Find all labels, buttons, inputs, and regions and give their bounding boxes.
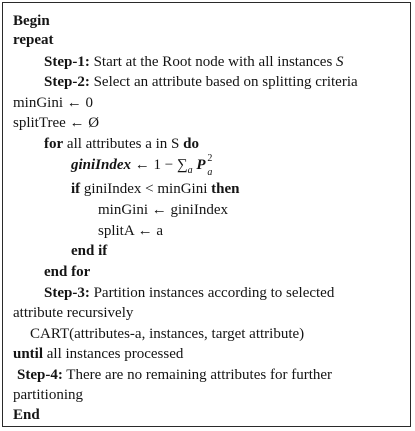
- assign-splita: splitA ← a: [98, 223, 164, 239]
- step1-var: S: [336, 54, 344, 70]
- do-keyword: do: [183, 136, 199, 152]
- gini-p-sup: 2: [207, 153, 213, 164]
- end-keyword: End: [13, 407, 40, 423]
- step1-label: Step-1:: [44, 54, 90, 70]
- step1-line: [44, 53, 344, 71]
- gini-p-sub: a: [207, 167, 213, 178]
- assign-mingini: minGini ← giniIndex: [98, 202, 228, 218]
- if-line: [71, 180, 239, 198]
- until-line: [13, 345, 183, 363]
- step4-line: [17, 366, 332, 384]
- until-text: all instances processed: [43, 346, 184, 362]
- splittree-init: splitTree ← Ø: [13, 115, 100, 131]
- gini-p-term: [196, 153, 213, 178]
- if-text: giniIndex < minGini: [80, 181, 212, 197]
- step3-label: Step-3:: [44, 285, 90, 301]
- gini-formula-line: [71, 153, 213, 178]
- step1-text: Start at the Root node with all instances: [89, 54, 337, 70]
- step2-label: Step-2:: [44, 74, 90, 90]
- gini-lhs: giniIndex: [71, 157, 132, 173]
- cart-call: CART(attributes-a, instances, target attribute): [30, 326, 305, 342]
- for-keyword: for: [44, 136, 64, 152]
- step3-text: Partition instances according to selected: [89, 285, 335, 301]
- for-line: [44, 135, 199, 153]
- mingini-init: minGini ← 0: [13, 95, 94, 111]
- gini-rhs: ← 1 − ∑: [131, 157, 188, 173]
- step3-continuation: attribute recursively: [13, 305, 134, 321]
- step2-text: Select an attribute based on splitting criteria: [89, 74, 358, 90]
- repeat-keyword: repeat: [13, 32, 54, 48]
- until-keyword: until: [13, 346, 44, 362]
- step4-label: Step-4:: [17, 367, 63, 383]
- begin-keyword: Begin: [13, 13, 50, 29]
- step3-line: [44, 284, 334, 302]
- if-keyword: if: [71, 181, 81, 197]
- step2-line: [44, 73, 358, 91]
- step4-text: There are no remaining attributes for further: [62, 367, 333, 383]
- endfor-keyword: end for: [44, 264, 91, 280]
- gini-sum-sub: a: [187, 165, 193, 176]
- for-text: all attributes a in S: [63, 136, 184, 152]
- algorithm-box: [2, 2, 411, 427]
- then-keyword: then: [211, 181, 240, 197]
- step4-continuation: partitioning: [13, 387, 83, 403]
- endif-keyword: end if: [71, 243, 108, 259]
- gini-p: P: [196, 157, 206, 173]
